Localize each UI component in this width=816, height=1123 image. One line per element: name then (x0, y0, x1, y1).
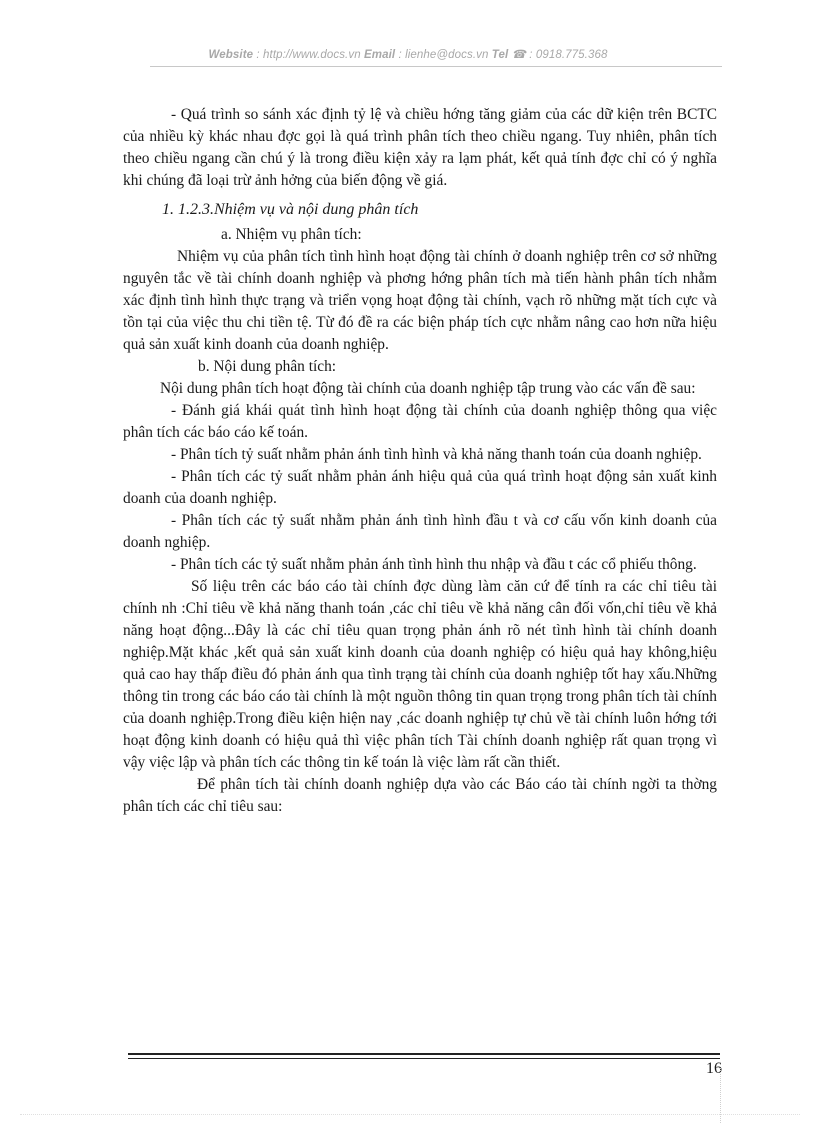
paragraph-indicators: Để phân tích tài chính doanh nghiệp dựa vào các Báo cáo tài chính ngời ta thờng phân tích các chỉ tiêu sau: (123, 776, 717, 815)
email-value: : lienhe@docs.vn (395, 49, 492, 61)
website-value: : http://www.docs.vn (253, 49, 364, 61)
paragraph-horizontal-analysis: - Quá trình so sánh xác định tỷ lệ và chiều hớng tăng giảm của các dữ kiện trên BCTC của nhiều kỳ khác nhau đợc gọi là quá trình phân tích theo chiều ngang. Tuy nhiên, phân tích theo chiều ngang cần chú ý là trong điều kiện xảy ra lạm phát, kết quả tính đợc chỉ có ý nghĩa khi chúng đã loại trừ ảnh hởng của biến động về giá. (123, 106, 717, 189)
section-heading: 1. 1.2.3.Nhiệm vụ và nội dung phân tích (162, 201, 419, 218)
subheading-contents: b. Nội dung phân tích: (198, 358, 337, 375)
bullet-item: - Phân tích các tỷ suất nhằm phản ánh tình hình thu nhập và đầu t các cổ phiếu thông. (171, 556, 697, 573)
header-divider (150, 66, 722, 67)
website-label: Website (208, 49, 254, 61)
paragraph-contents-intro: Nội dung phân tích hoạt động tài chính của doanh nghiệp tập trung vào các vấn đề sau: (160, 380, 696, 397)
page-header (0, 47, 816, 61)
bullet-item: - Phân tích các tỷ suất nhằm phản ánh tình hình đầu t và cơ cấu vốn kinh doanh của doanh nghiệp. (123, 512, 717, 551)
tel-value: ☎ : 0918.775.368 (508, 49, 608, 61)
paragraph-financial-data: Số liệu trên các báo cáo tài chính đợc dùng làm căn cứ để tính ra các chỉ tiêu tài chính nh :Chỉ tiêu về khả năng thanh toán ,các chỉ tiêu về khả năng cân đối vốn,chỉ tiêu về khả năng hoạt động...Đây là các chỉ tiêu quan trọng phản ánh rõ nét tình hình tài chính doanh nghiệp.Mặt khác ,kết quả sản xuất kinh doanh của doanh nghiệp có hiệu quả hay không,hiệu quả cao hay thấp điều đó phản ánh qua tình trạng tài chính của doanh nghiệp tốt hay xấu.Những thông tin trong các báo cáo tài chính là một nguồn thông tin quan trọng trong phân tích tài chính của doanh nghiệp.Trong điều kiện hiện nay ,các doanh nghiệp tự chủ về tài chính luôn hớng tới hoạt động kinh doanh có hiệu quả thì việc phân tích Tài chính doanh nghiệp rất quan trọng vì vậy việc lập và phân tích các thông tin kế toán là việc làm rất cần thiết. (123, 578, 717, 771)
email-label: Email (364, 49, 396, 61)
footer-divider-thick (128, 1053, 720, 1055)
bullet-item: - Phân tích các tỷ suất nhằm phản ánh hiệu quả của quá trình hoạt động sản xuất kinh doanh của doanh nghiệp. (123, 468, 717, 507)
page-body (123, 104, 717, 818)
page-number: 16 (706, 1060, 722, 1077)
tel-label: Tel (491, 49, 509, 61)
footer-divider-thin (128, 1058, 720, 1059)
bullet-item: - Phân tích tỷ suất nhằm phản ánh tình hình và khả năng thanh toán của doanh nghiệp. (171, 446, 702, 463)
paragraph-tasks: Nhiệm vụ của phân tích tình hình hoạt động tài chính ở doanh nghiệp trên cơ sở những nguyên tắc về tài chính doanh nghiệp và phơng hớng phân tích mà tiến hành phân tích nhằm xác định tình hình thực trạng và triển vọng hoạt động tài chính, vạch rõ những mặt tích cực và tồn tại của việc thu chi tiền tệ. Từ đó đề ra các biện pháp tích cực nhằm nâng cao hơn nữa hiệu quả sản xuất kinh doanh của doanh nghiệp. (123, 248, 717, 353)
bullet-item: - Đánh giá khái quát tình hình hoạt động tài chính của doanh nghiệp thông qua việc phân tích các báo cáo kế toán. (123, 402, 717, 441)
page-bottom-border (20, 1114, 800, 1115)
subheading-tasks: a. Nhiệm vụ phân tích: (221, 226, 362, 243)
